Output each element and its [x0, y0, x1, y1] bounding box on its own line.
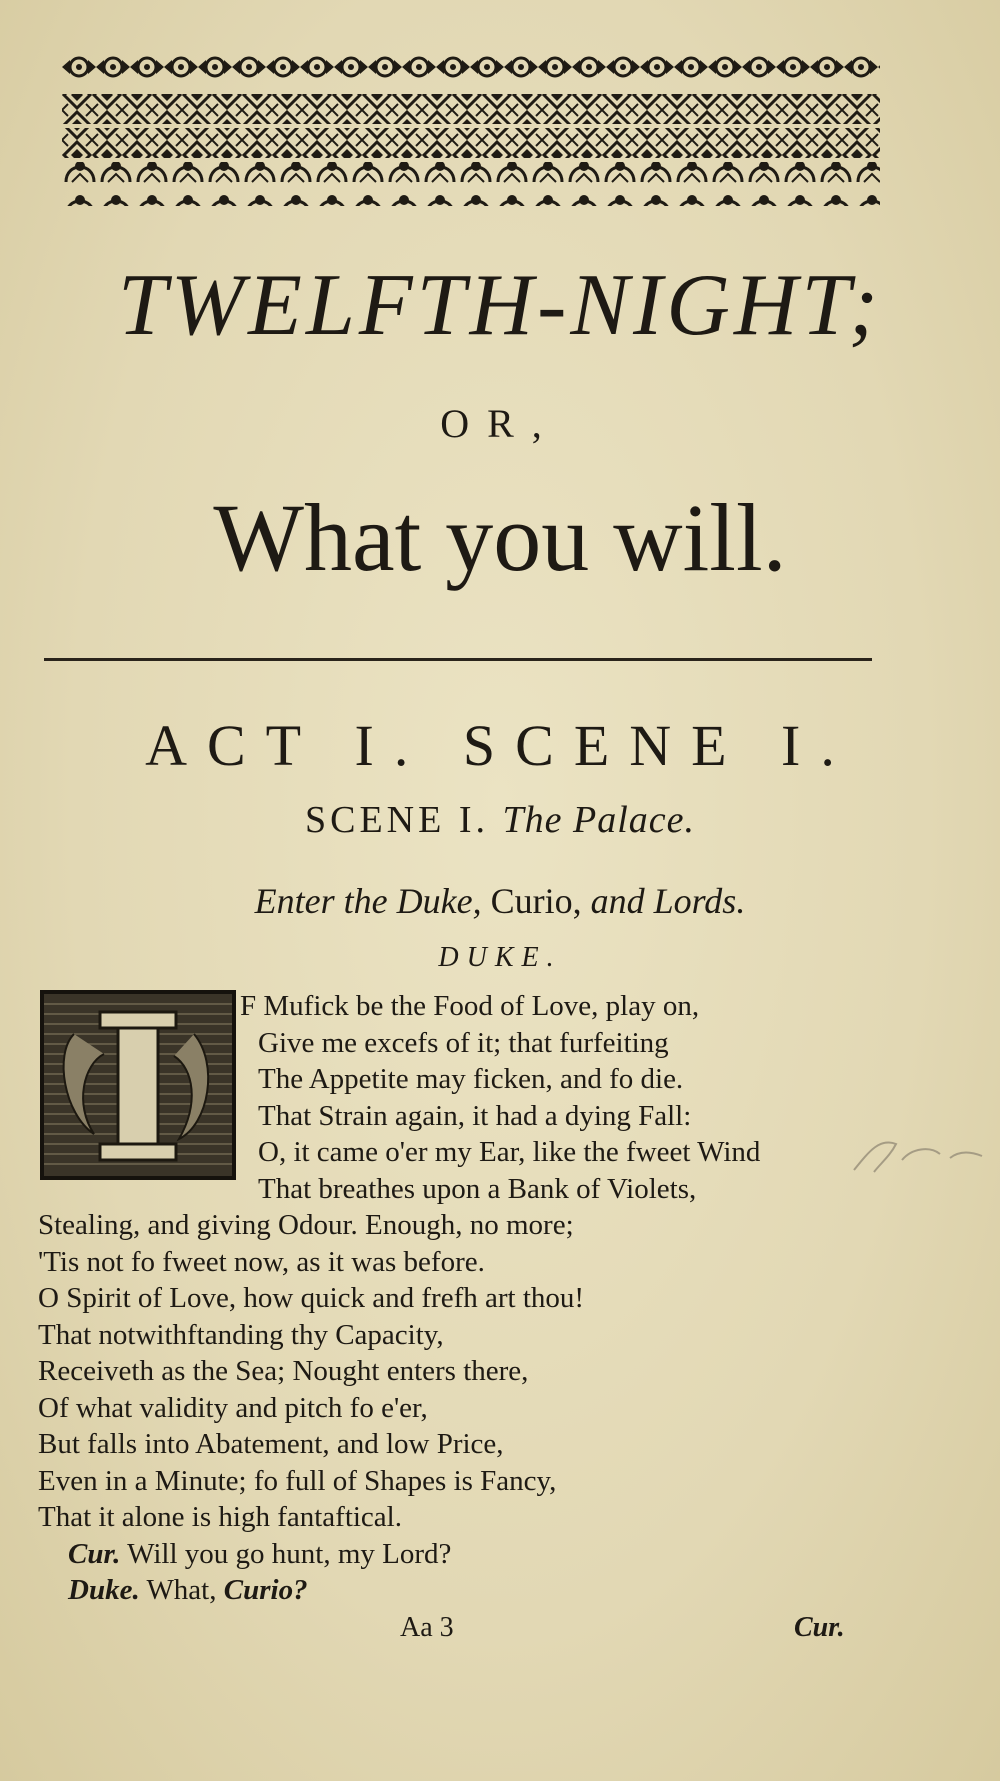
- verse-line: O Spirit of Love, how quick and frefh art thou!: [38, 1282, 585, 1314]
- ornament-band-graphic: [62, 50, 880, 210]
- signature-mark: Aa 3: [400, 1612, 454, 1643]
- scene-place: The Palace.: [502, 799, 695, 841]
- printers-ornament-band: [62, 50, 880, 210]
- verse-line: O, it came o'er my Ear, like the fweet Wind: [258, 1136, 761, 1168]
- verse-line: Of what validity and pitch fo e'er,: [38, 1391, 428, 1424]
- decorated-initial-i: [40, 990, 236, 1180]
- catchword: Cur.: [794, 1612, 845, 1643]
- stage-duke: Duke,: [396, 881, 482, 921]
- stage-enter: Enter the: [254, 881, 388, 921]
- verse-line: But falls into Abatement, and low Price,: [38, 1428, 504, 1460]
- play-subtitle: What you will.: [213, 484, 787, 591]
- verse-line: Give me excefs of it; that furfeiting: [258, 1026, 669, 1059]
- verse-line: That breathes upon a Bank of Violets,: [258, 1172, 697, 1205]
- dialogue-line-duke: [68, 1572, 308, 1609]
- dialogue-text: Will you go hunt, my Lord?: [127, 1537, 452, 1570]
- verse-line: Even in a Minute; fo full of Shapes is Fancy,: [38, 1464, 557, 1497]
- horizontal-rule: [44, 658, 872, 661]
- play-title: TWELFTH-NIGHT;: [117, 257, 883, 354]
- pencil-marginalia: [850, 1130, 990, 1180]
- dialogue-speaker: Duke.: [68, 1574, 140, 1606]
- verse-line: 'Tis not fo fweet now, as it was before.: [38, 1245, 485, 1278]
- verse-line: The Appetite may ficken, and fo die.: [258, 1063, 684, 1095]
- dialogue-text: What,: [146, 1574, 217, 1606]
- title-conjunction: OR,: [440, 401, 560, 446]
- speaker-heading: DUKE.: [438, 942, 562, 973]
- drop-cap-i-graphic: [44, 994, 232, 1176]
- verse-line: That it alone is high fantaftical.: [38, 1501, 402, 1533]
- stage-curio: Curio,: [490, 881, 582, 921]
- verse-line: F Mufick be the Food of Love, play on,: [240, 990, 700, 1022]
- stage-and-lords: and Lords.: [590, 881, 746, 921]
- verse-line: That notwithftanding thy Capacity,: [38, 1318, 444, 1351]
- stage-direction: [0, 880, 1000, 922]
- scene-heading: [0, 798, 1000, 842]
- act-heading: ACT I. SCENE I.: [145, 713, 855, 778]
- dialogue-text-italic: Curio?: [223, 1574, 308, 1606]
- verse-line: Receiveth as the Sea; Nought enters there,: [38, 1355, 529, 1387]
- dialogue-line-curio: [68, 1536, 451, 1573]
- verse-line: Stealing, and giving Odour. Enough, no more;: [38, 1209, 574, 1241]
- scene-label: SCENE I.: [304, 799, 489, 841]
- dialogue-speaker: Cur.: [68, 1537, 121, 1570]
- verse-line: That Strain again, it had a dying Fall:: [258, 1099, 692, 1132]
